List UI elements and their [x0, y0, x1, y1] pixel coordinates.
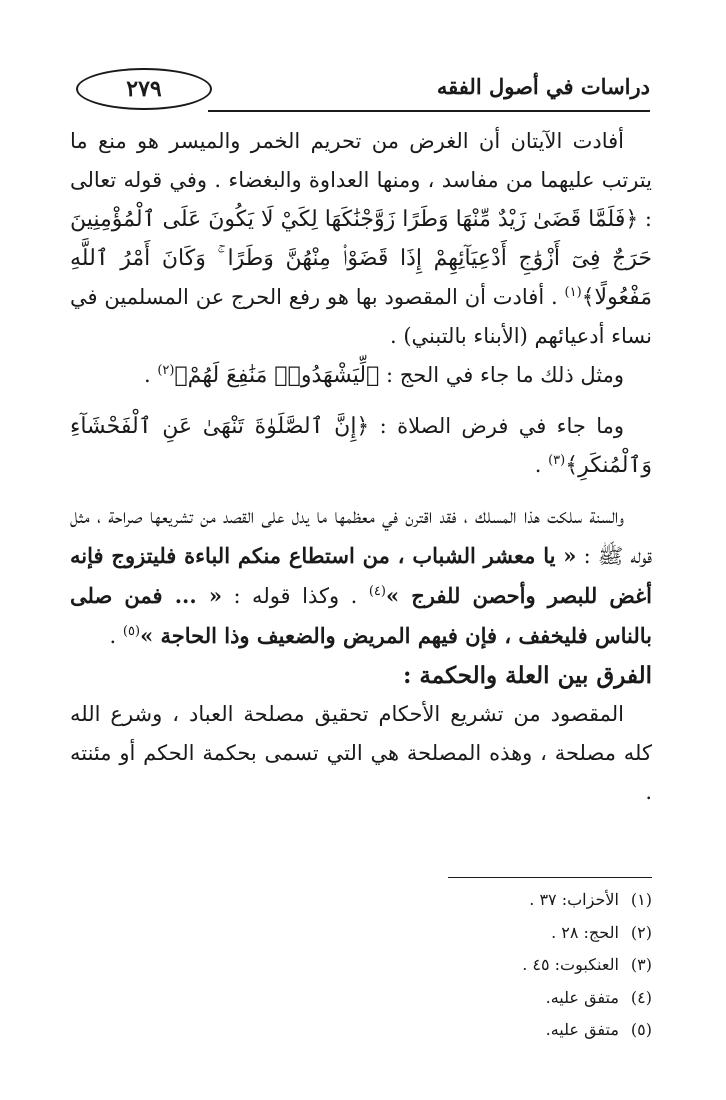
footnote-item — [300, 1014, 652, 1047]
paragraph-text: . وكذا قوله : — [233, 584, 358, 608]
paragraph-4 — [70, 497, 652, 656]
footnote-ref: (٥) — [122, 624, 141, 639]
hadith-quote: « يا معشر الشباب ، من استطاع منكم الباءة فليتزوج فإنه أغض للبصر وأحصن للفرج » — [70, 543, 652, 608]
section-heading: الفرق بين العلة والحكمة : — [402, 662, 652, 689]
footnote-text: متفق عليه. — [545, 1020, 619, 1039]
footnote-item — [300, 982, 652, 1015]
page-header — [68, 64, 650, 114]
paragraph-text: والسنة سلكت هذا المسلك ، فقد اقترن في معظمها ما يدل على القصد من تشريعها صراحة ، مثل قوله ﷺ : — [70, 504, 652, 568]
paragraph-text: ومثل ذلك ما جاء في الحج : — [386, 363, 624, 387]
page-number: ٢٧٩ — [76, 68, 212, 110]
footnote-item — [300, 884, 652, 917]
footnote-text: الأحزاب: ٣٧ . — [529, 890, 619, 909]
paragraph-text: . أفادت أن المقصود بها هو رفع الحرج عن المسلمين في نساء أدعيائهم (الأبناء بالتبني) . — [70, 285, 652, 348]
hadith-quote: « ... فمن صلى بالناس فليخفف ، فإن فيهم المريض والضعيف وذا الحاجة » — [70, 583, 652, 648]
footnote-ref: (٤) — [368, 584, 386, 599]
footnote-number: (٢) — [630, 922, 652, 942]
running-title: دراسات في أصول الفقه — [436, 74, 650, 99]
paragraph-1 — [70, 122, 652, 356]
footnote-ref: (٣) — [548, 453, 566, 468]
footnote-text: الحج: ٢٨ . — [551, 922, 619, 942]
paragraph-text: . — [109, 624, 117, 648]
footnotes — [300, 884, 652, 1047]
paragraph-text: . — [534, 453, 542, 477]
quran-verse: ﴿فَلَمَّا قَضَىٰ زَيْدٌ مِّنْهَا وَطَرًا زَوَّجْنَٰكَهَا لِكَيْ لَا يَكُونَ عَلَى ٱلْمُؤْمِنِينَ حَرَجٌ فِىٓ أَزْوَٰجِ أَدْعِيَآئِهِمْ إِذَا قَضَوْا۟ مِنْهُنَّ وَطَرًا ۚ وَكَانَ أَمْرُ ٱللَّهِ مَفْعُولًا﴾ — [70, 207, 652, 310]
footnote-number: (٣) — [630, 955, 652, 974]
paragraph-text: وما جاء في فرض الصلاة : — [379, 414, 624, 438]
footnote-number: (٤) — [630, 987, 652, 1007]
quran-verse: ﴿لِّيَشْهَدُوا۟ مَنَٰفِعَ لَهُمْ﴾ — [174, 363, 380, 388]
footnote-item — [300, 917, 652, 950]
paragraph-text: أفادت الآيتان أن الغرض من تحريم الخمر والميسر هو منع ما يترتب عليهما من مفاسد ، ومنها العداوة والبغضاء . وفي قوله تعالى : — [70, 129, 652, 231]
paragraph-3 — [70, 407, 652, 485]
footnote-text: متفق عليه. — [545, 987, 619, 1007]
footnote-number: (١) — [630, 890, 652, 909]
footnote-ref: (٢) — [157, 363, 175, 378]
main-text — [70, 122, 652, 812]
quran-verse: ﴿إِنَّ ٱلصَّلَوٰةَ تَنْهَىٰ عَنِ ٱلْفَحْشَآءِ وَٱلْمُنكَرِ﴾ — [70, 414, 652, 478]
footnote-ref: (١) — [564, 285, 582, 300]
footnote-item — [300, 949, 652, 982]
paragraph-2 — [70, 356, 652, 395]
footnote-text: العنكبوت: ٤٥ . — [522, 955, 619, 974]
footnote-number: (٥) — [630, 1020, 652, 1039]
header-rule — [208, 110, 650, 112]
paragraph-text: . — [143, 363, 151, 387]
footnote-rule — [448, 877, 652, 878]
paragraph-5: المقصود من تشريع الأحكام تحقيق مصلحة العباد ، وشرع الله كله مصلحة ، وهذه المصلحة هي التي تسمى بحكمة الحكم أو مئنته . — [70, 702, 652, 804]
